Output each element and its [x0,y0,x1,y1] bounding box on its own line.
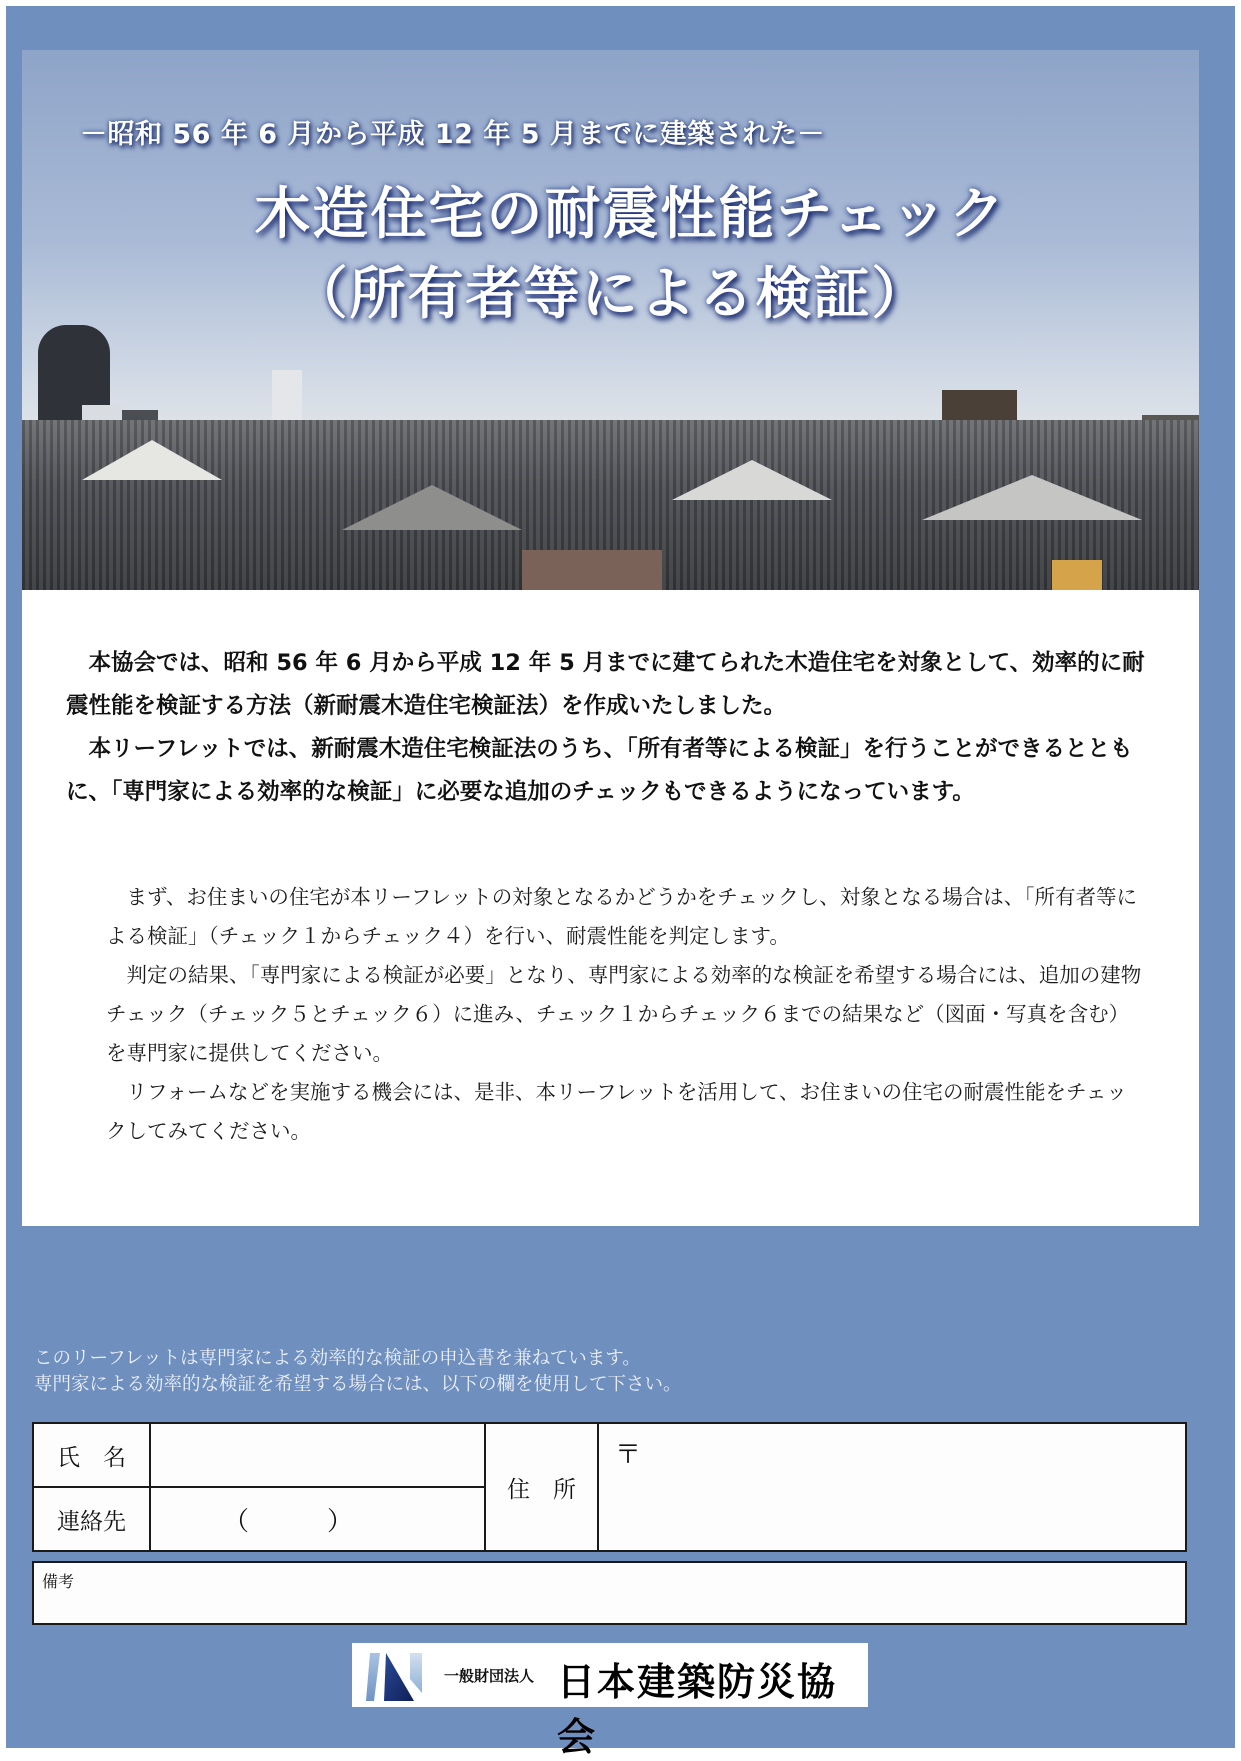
contact-label: 連絡先 [57,1508,126,1535]
name-field[interactable] [151,1424,484,1486]
org-type: 一般財団法人 [444,1667,535,1685]
lead-paragraph-2: 本リーフレットでは、新耐震木造住宅検証法のうち、「所有者等による検証」を行うことができるとともに、「専門家による効率的な検証」に必要な追加のチェックもできるようになっています。 [66,736,1133,805]
notice-line-1: このリーフレットは専門家による効率的な検証の申込書を兼ねています。 [34,1348,641,1369]
organization-logo [352,1643,868,1759]
hero-banner [22,50,1199,590]
notice-line-2: 専門家による効率的な検証を希望する場合には、以下の欄を使用して下さい。 [34,1374,682,1395]
cityscape-photo [22,290,1199,590]
body-text [106,878,1146,1151]
body-paragraph-3: リフォームなどを実施する機会には、是非、本リーフレットを活用して、お住まいの住宅の耐震性能をチェックしてみてください。 [106,1080,1127,1143]
address-field[interactable] [599,1424,1185,1550]
page-title: 木造住宅の耐震性能チェック [254,182,1007,247]
body-paragraph-2: 判定の結果、「専門家による検証が必要」となり、専門家による効率的な検証を希望する場合には、追加の建物チェック（チェック５とチェック６）に進み、チェック１からチェック６までの結果など（図面・写真を含む）を専門家に提供してください。 [106,963,1142,1065]
postal-mark-icon: 〒 [615,1440,642,1470]
org-name: 日本建築防災協会 [557,1659,838,1759]
remarks-field[interactable] [32,1561,1187,1625]
lead-text [66,642,1166,814]
application-form [32,1422,1187,1552]
divider [149,1424,151,1550]
logo-mark-icon [366,1649,432,1703]
contact-field[interactable]: （ ） [223,1506,354,1537]
intro-panel [22,590,1199,1226]
subtitle: －昭和 56 年 6 月から平成 12 年 5 月までに建築された－ [80,119,825,150]
body-paragraph-1: まず、お住まいの住宅が本リーフレットの対象となるかどうかをチェックし、対象となる場合は、「所有者等による検証」（チェック１からチェック４）を行い、耐震性能を判定します。 [106,885,1137,948]
name-label: 氏 名 [57,1444,126,1471]
remarks-label: 備考 [42,1572,75,1591]
application-notice [34,1346,682,1398]
address-label: 住 所 [507,1476,576,1503]
lead-paragraph-1: 本協会では、昭和 56 年 6 月から平成 12 年 5 月までに建てられた木造住宅を対象として、効率的に耐震性能を検証する方法（新耐震木造住宅検証法）を作成いたしました。 [66,650,1145,719]
page-title-sub: （所有者等による検証） [291,262,930,327]
